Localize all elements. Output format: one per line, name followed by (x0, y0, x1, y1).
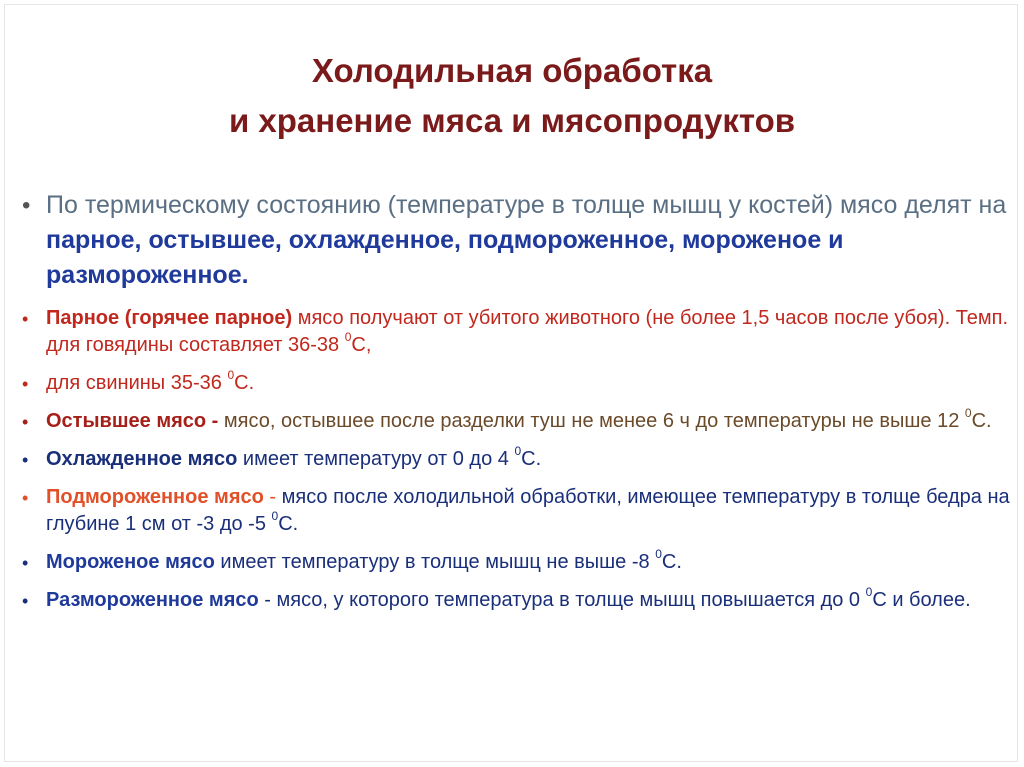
bullet-icon: • (22, 488, 29, 508)
degree-sup: 0 (964, 406, 972, 421)
bullet-item-fresh (20, 305, 1010, 359)
term-chilled: Охлажденное мясо (46, 448, 238, 470)
thawed-text: - мясо, у которого температура в толще мышц повышается до 0 (258, 589, 866, 611)
bullet-item-thawed (20, 587, 1010, 614)
subfrozen-dash: - (263, 486, 282, 508)
pork-text-end: С. (234, 372, 255, 394)
bullet-icon: • (22, 412, 29, 432)
degree-sup: 0 (514, 444, 522, 459)
subfrozen-text-end: С. (278, 513, 299, 535)
title-line-1: Холодильная обработка (311, 52, 713, 89)
bullet-list (20, 188, 1010, 625)
bullet-icon: • (22, 553, 29, 573)
bullet-icon: • (22, 192, 31, 219)
term-fresh: Парное (горячее парное) (46, 307, 293, 329)
frozen-text: имеет температуру в толще мышц не выше -8 (214, 551, 656, 573)
bullet-icon: • (22, 450, 29, 470)
intro-bold-text: парное, остывшее, охлажденное, подмороженное, мороженое и размороженное. (46, 226, 844, 289)
bullet-item-chilled (20, 446, 1010, 473)
bullet-icon: • (22, 591, 29, 611)
title-line-2: и хранение мяса и мясопродуктов (228, 102, 796, 139)
degree-sup: 0 (271, 509, 279, 524)
fresh-text: мясо получают от убитого животного (не более 1,5 часов после убоя). Темп. для говядины составляет 36-38 (46, 307, 1009, 356)
bullet-item-intro (20, 188, 1010, 293)
degree-sup: 0 (655, 547, 662, 562)
slide-title (0, 46, 1024, 146)
term-cooled: Остывшее мясо - (46, 410, 224, 432)
degree-sup: 0 (227, 368, 235, 383)
degree-sup: 0 (344, 330, 352, 345)
term-thawed: Размороженное мясо (46, 589, 259, 611)
chilled-text: имеет температуру от 0 до 4 (237, 448, 515, 470)
cooled-text: мясо, остывшее после разделки туш не менее 6 ч до температуры не выше 12 (223, 410, 965, 432)
pork-text: для свинины 35-36 (46, 372, 228, 394)
frozen-text-end: С. (661, 551, 682, 573)
bullet-item-subfrozen (20, 484, 1010, 538)
bullet-item-cooled (20, 408, 1010, 435)
chilled-text-end: С. (521, 448, 542, 470)
bullet-item-frozen (20, 549, 1010, 576)
bullet-item-pork (20, 370, 1010, 397)
fresh-text-end: С, (351, 334, 372, 356)
intro-text: По термическому состоянию (температуре в толще мышц у костей) мясо делят на (46, 191, 1007, 219)
thawed-text-end: С и более. (872, 589, 971, 611)
bullet-icon: • (22, 309, 29, 329)
term-frozen: Мороженое мясо (46, 551, 215, 573)
term-subfrozen: Подмороженное мясо (46, 486, 264, 508)
cooled-text-end: С. (971, 410, 992, 432)
bullet-icon: • (22, 374, 29, 394)
degree-sup: 0 (865, 585, 873, 600)
subfrozen-text: мясо после холодильной обработки, имеющее температуру в толще бедра на глубине 1 см от -3 до -5 (46, 486, 1010, 535)
